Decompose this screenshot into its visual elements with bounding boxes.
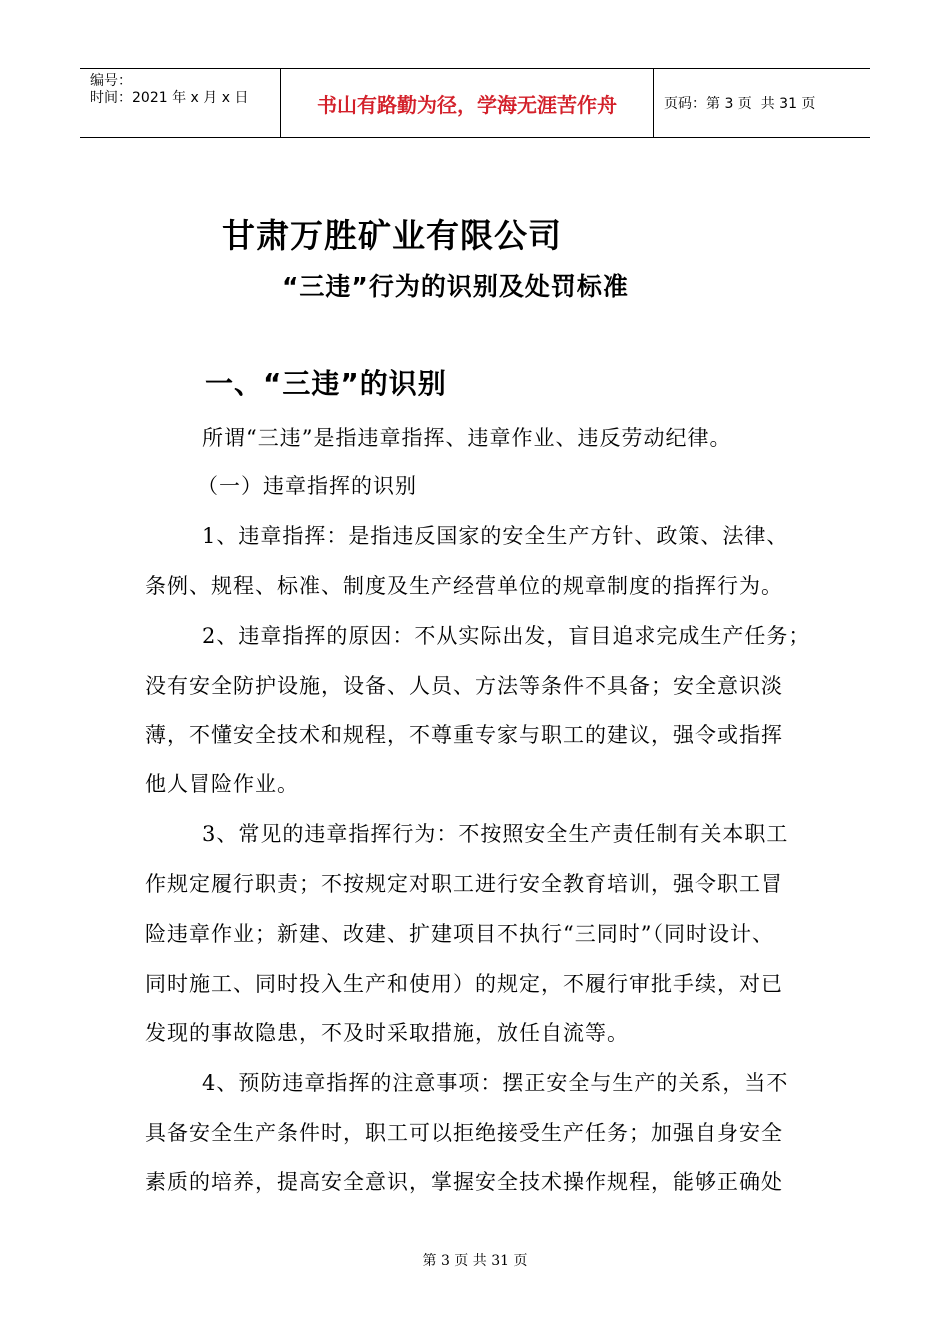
date-label: 时间：2021 年 x 月 x 日 [90,90,249,106]
body-line: 条例、规程、标准、制度及生产经营单位的规章制度的指挥行为。 [145,574,783,598]
body-line: 素质的培养，提高安全意识，掌握安全技术操作规程，能够正确处 [145,1170,783,1194]
document-header [80,68,870,138]
body-line: 薄，不懂安全技术和规程，不尊重专家与职工的建议，强令或指挥 [145,723,783,747]
body-line: 3、常见的违章指挥行为：不按照安全生产责任制有关本职工 [202,822,789,846]
body-line: 具备安全生产条件时，职工可以拒绝接受生产任务；加强自身安全 [145,1121,783,1145]
body-line: 没有安全防护设施，设备、人员、方法等条件不具备；安全意识淡 [145,674,783,698]
company-title: 甘肃万胜矿业有限公司 [222,216,562,255]
body-line: 2、违章指挥的原因：不从实际出发，盲目追求完成生产任务； [202,624,811,648]
body-line: 同时施工、同时投入生产和使用）的规定，不履行审批手续，对已 [145,972,783,996]
header-motto: 书山有路勤为径，学海无涯苦作舟 [280,69,654,137]
body-line: 所谓“三违”是指违章指挥、违章作业、违反劳动纪律。 [202,426,732,450]
body-line: 1、违章指挥：是指违反国家的安全生产方针、政策、法律、 [202,524,789,548]
code-label: 编号： [90,73,132,89]
body-line: 作规定履行职责；不按规定对职工进行安全教育培训，强令职工冒 [145,872,783,896]
body-line: （一）违章指挥的识别 [197,474,417,498]
header-page-info: 页码：第 3 页 共 31 页 [664,96,816,112]
document-subtitle: “三违”行为的识别及处罚标准 [282,272,629,301]
header-meta [80,69,280,137]
body-line: 他人冒险作业。 [145,772,299,796]
body-line: 4、预防违章指挥的注意事项：摆正安全与生产的关系，当不 [202,1071,789,1095]
page-footer: 第 3 页 共 31 页 [422,1253,528,1269]
section-heading: 一、“三违”的识别 [205,367,447,400]
body-line: 发现的事故隐患，不及时采取措施，放任自流等。 [145,1021,629,1045]
body-line: 险违章作业；新建、改建、扩建项目不执行“三同时”（同时设计、 [145,922,774,946]
